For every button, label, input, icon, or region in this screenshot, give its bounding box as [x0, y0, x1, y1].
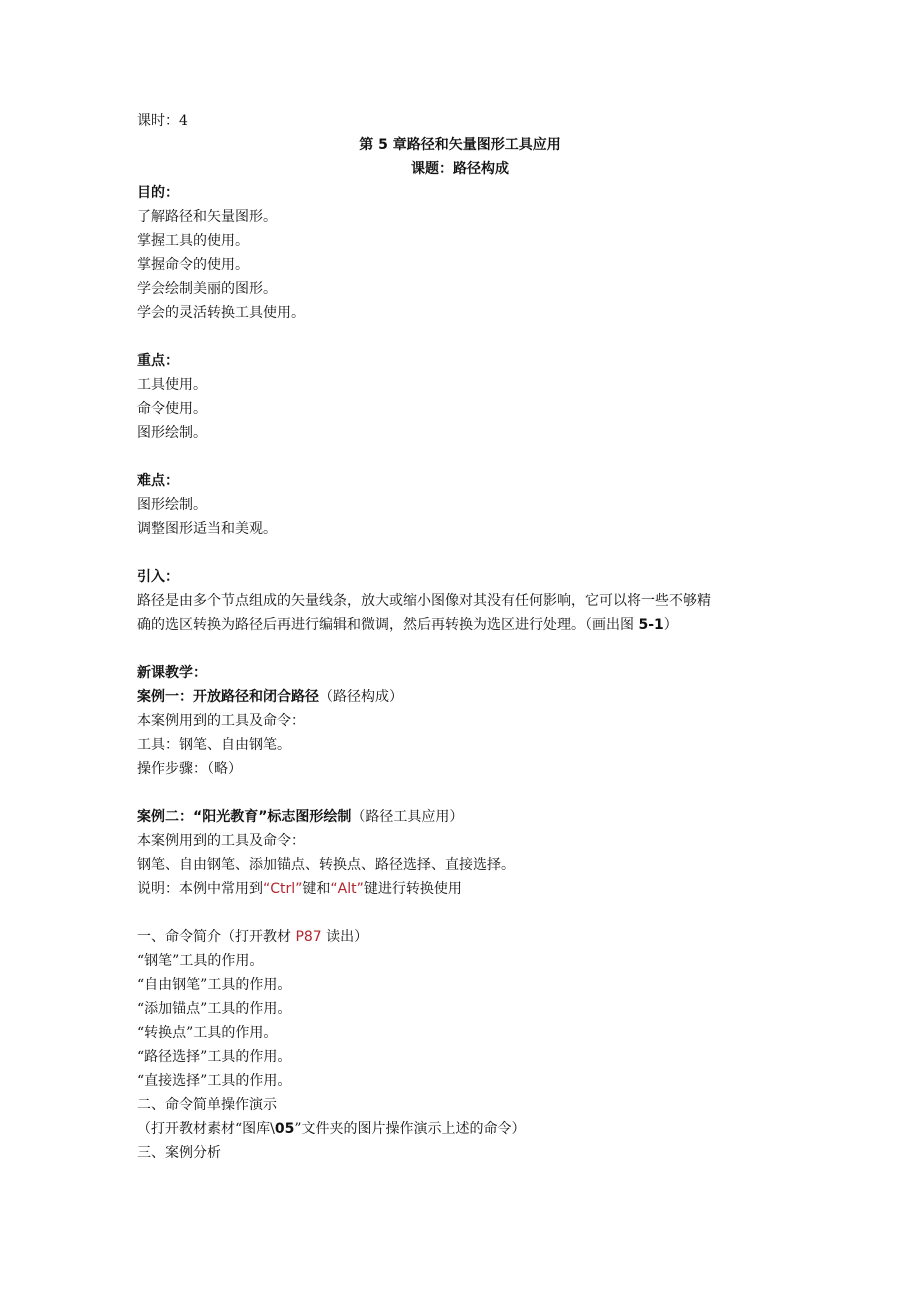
case2-note: （路径工具应用）	[351, 809, 464, 825]
goal-item: 掌握工具的使用。	[137, 233, 249, 249]
tool-item: “自由钢笔”工具的作用。	[137, 977, 292, 993]
tool-item: “直接选择”工具的作用。	[137, 1073, 292, 1089]
topic-title: 课题：路径构成	[411, 161, 509, 177]
goal-item: 学会的灵活转换工具使用。	[137, 305, 305, 321]
folder-ref: 05	[274, 1121, 295, 1137]
case1-title: 案例一：开放路径和闭合路径	[137, 689, 319, 705]
section-1-heading	[137, 927, 368, 947]
intro-line-1: 路径是由多个节点组成的矢量线条，放大或缩小图像对其没有任何影响，它可以将一些不够精	[137, 593, 711, 609]
chapter-title: 第 5 章路径和矢量图形工具应用	[359, 137, 561, 153]
section-1-b: 读出）	[321, 929, 369, 945]
section-3-heading: 三、案例分析	[137, 1145, 221, 1161]
difficulty-item: 调整图形适当和美观。	[137, 521, 277, 537]
ctrl-key-text: “Ctrl”	[263, 881, 303, 897]
case2-line-1: 本案例用到的工具及命令：	[137, 833, 305, 849]
period-line: 课时：4	[137, 113, 188, 129]
case2-line-3	[137, 879, 462, 899]
goal-item: 学会绘制美丽的图形。	[137, 281, 277, 297]
figure-ref: 5-1	[638, 617, 664, 633]
intro-line-2	[137, 615, 678, 635]
case2-note-a: 说明：本例中常用到	[137, 881, 263, 897]
goals-heading: 目的：	[137, 185, 179, 201]
difficulty-item: 图形绘制。	[137, 497, 207, 513]
section-2-heading: 二、命令简单操作演示	[137, 1097, 277, 1113]
section-1-a: 一、命令简介（打开教材	[137, 929, 296, 945]
tool-item: “路径选择”工具的作用。	[137, 1049, 292, 1065]
key-points-heading: 重点：	[137, 353, 179, 369]
difficulties-heading: 难点：	[137, 473, 179, 489]
case1-note: （路径构成）	[319, 689, 403, 705]
case1-line-2: 工具：钢笔、自由钢笔。	[137, 737, 291, 753]
case1-line-3: 操作步骤：（略）	[137, 761, 242, 777]
tool-item: “添加锚点”工具的作用。	[137, 1001, 292, 1017]
case2-note-b: 键和	[302, 881, 331, 897]
new-lesson-heading: 新课教学：	[137, 665, 207, 681]
intro-line-2-end: ）	[663, 617, 678, 633]
section-2-note-b: ”文件夹的图片操作演示上述的命令）	[294, 1121, 526, 1137]
textbook-page-ref: P87	[295, 929, 322, 945]
case2-line-2: 钢笔、自由钢笔、添加锚点、转换点、路径选择、直接选择。	[137, 857, 515, 873]
alt-key-text: “Alt”	[330, 881, 364, 897]
case1-line-1: 本案例用到的工具及命令：	[137, 713, 305, 729]
case2-note-c: 键进行转换使用	[363, 881, 462, 897]
key-point-item: 命令使用。	[137, 401, 207, 417]
key-point-item: 工具使用。	[137, 377, 207, 393]
case2-title-line	[137, 807, 463, 827]
goal-item: 了解路径和矢量图形。	[137, 209, 277, 225]
case2-title: 案例二：“阳光教育”标志图形绘制	[137, 809, 352, 825]
tool-item: “转换点”工具的作用。	[137, 1025, 278, 1041]
intro-line-2-text: 确的选区转换为路径后再进行编辑和微调，然后再转换为选区进行处理。（画出图	[137, 617, 639, 633]
key-point-item: 图形绘制。	[137, 425, 207, 441]
goal-item: 掌握命令的使用。	[137, 257, 249, 273]
case1-title-line	[137, 687, 403, 707]
tool-item: “钢笔”工具的作用。	[137, 953, 264, 969]
section-2-note	[137, 1119, 526, 1139]
intro-heading: 引入：	[137, 569, 179, 585]
section-2-note-a: （打开教材素材“图库\	[137, 1121, 275, 1137]
